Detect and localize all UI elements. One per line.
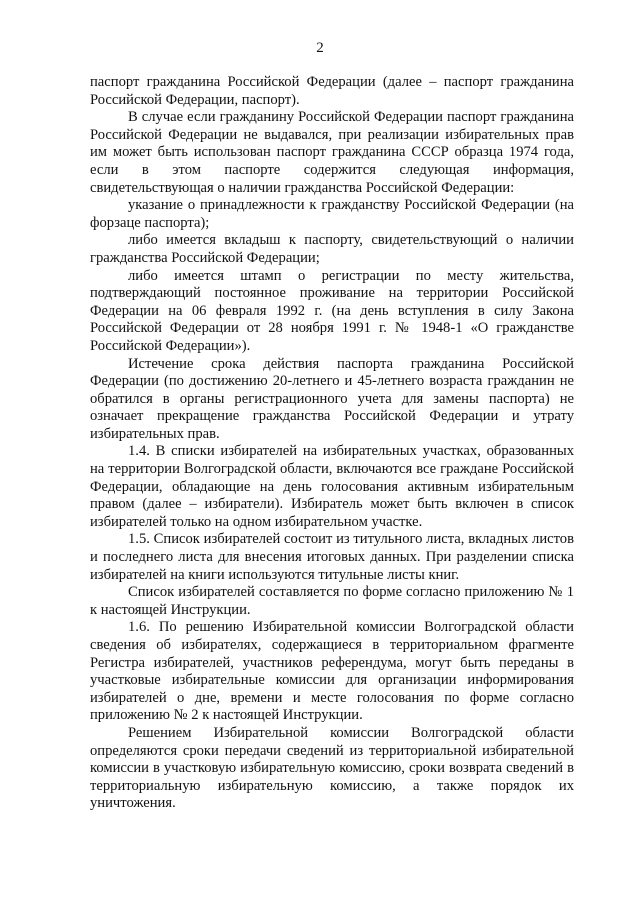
document-body	[90, 74, 574, 813]
paragraph-section-1-6: 1.6. По решению Избирательной комиссии Волгоградской области сведения об избирателях, содержащиеся в территориальном фрагменте Регистра избирателей, участников референдума, могут быть переданы в участковые избирательные комиссии для организации информирования избирателей о дне, времени и месте голосования по форме согласно приложению № 2 к настоящей Инструкции.	[90, 619, 574, 724]
page-number: 2	[316, 40, 324, 56]
paragraph-registration-stamp: либо имеется штамп о регистрации по месту жительства, подтверждающий постоянное проживание на территории Российской Федерации на 06 февраля 1992 г. (на день вступления в силу Закона Российской Федерации от 28 ноября 1991 г. № 1948-1 «О гражданстве Российской Федерации»).	[90, 267, 574, 354]
paragraph-ussr-passport: В случае если гражданину Российской Федерации паспорт гражданина Российской Федерации не выдавался, при реализации избирательных прав им может быть использован паспорт гражданина СССР образца 1974 года, если в этом паспорте содержится следующая информация, свидетельствующая о наличии гражданства Российской Федерации:	[90, 109, 574, 196]
paragraph-citizenship-note: указание о принадлежности к гражданству Российской Федерации (на форзаце паспорта);	[90, 197, 574, 231]
paragraph-section-1-5: 1.5. Список избирателей состоит из титульного листа, вкладных листов и последнего листа для внесения итоговых данных. При разделении списка избирателей на книги используются титульные листы книг.	[90, 531, 574, 583]
paragraph-passport-definition: паспорт гражданина Российской Федерации (далее – паспорт гражданина Российской Федерации, паспорт).	[90, 74, 574, 108]
paragraph-voter-list-form: Список избирателей составляется по форме согласно приложению № 1 к настоящей Инструкции.	[90, 584, 574, 618]
paragraph-section-1-4: 1.4. В списки избирателей на избирательных участках, образованных на территории Волгоградской области, включаются все граждане Российской Федерации, обладающие на день голосования активным избирательным правом (далее – избиратели). Избиратель может быть включен в список избирателей только на одном избирательном участке.	[90, 443, 574, 530]
paragraph-passport-expiry: Истечение срока действия паспорта гражданина Российской Федерации (по достижению 20-летнего и 45-летнего возраста гражданин не обратился в органы регистрационного учета для замены паспорта) не означает прекращение гражданства Российской Федерации и утрату избирательных прав.	[90, 355, 574, 442]
paragraph-passport-insert: либо имеется вкладыш к паспорту, свидетельствующий о наличии гражданства Российской Федерации;	[90, 232, 574, 266]
paragraph-commission-decision: Решением Избирательной комиссии Волгоградской области определяются сроки передачи сведений из территориальной избирательной комиссии в участковую избирательную комиссию, сроки возврата сведений в территориальную избирательную комиссию, а также порядок их уничтожения.	[90, 724, 574, 812]
